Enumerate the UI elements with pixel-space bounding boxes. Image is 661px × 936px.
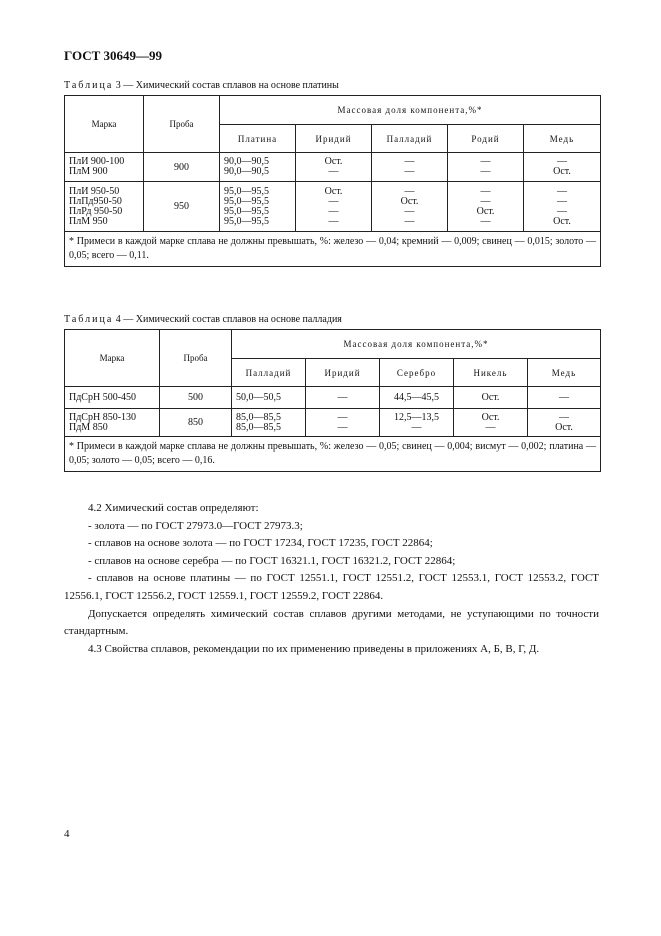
value-cell [306, 409, 380, 437]
value-cell [296, 153, 372, 182]
value-line: — [404, 185, 415, 197]
col-header-2: Иридий [306, 359, 380, 387]
value-line: — [337, 391, 348, 403]
body-paragraph: - сплавов на основе золота — по ГОСТ 17234, ГОСТ 17235, ГОСТ 22864; [88, 537, 433, 550]
value-line: — [328, 195, 339, 207]
value-cell [524, 153, 601, 182]
value-line: — [485, 421, 496, 433]
value-line: — [559, 411, 570, 423]
col-header-group: Массовая доля компонента,%* [220, 96, 601, 125]
value-line: 95,0—95,5 [224, 205, 269, 217]
body-text [64, 500, 599, 658]
value-line: — [328, 205, 339, 217]
value-line: — [557, 195, 568, 207]
value-line: Ост. [481, 411, 500, 423]
col-header-4: Родий [448, 125, 524, 153]
table3-caption-text: 3 — Химический состав сплавов на основе платины [113, 80, 339, 91]
value-cell [372, 182, 448, 232]
value-cell [454, 387, 528, 409]
value-cell [448, 153, 524, 182]
col-header-2: Иридий [296, 125, 372, 153]
marka-cell [65, 182, 144, 232]
table-row [65, 153, 601, 182]
value-line: — [480, 166, 491, 177]
value-line: Ост. [400, 195, 419, 207]
value-cell [380, 409, 454, 437]
col-header-5: Медь [524, 125, 601, 153]
value-line: 90,0—90,5 [224, 156, 269, 167]
marka-line: ПлПд950-50 [69, 195, 122, 207]
value-line: — [404, 205, 415, 217]
table3-caption [64, 80, 339, 91]
value-line: — [404, 156, 415, 167]
table-row [65, 409, 601, 437]
col-header-1: Палладий [232, 359, 306, 387]
value-line: Ост. [476, 205, 495, 217]
value-cell [524, 182, 601, 232]
value-cell [448, 182, 524, 232]
value-line: Ост. [553, 166, 571, 177]
document-header: ГОСТ 30649—99 [64, 48, 163, 63]
marka-cell [65, 409, 160, 437]
value-line: Ост. [481, 391, 500, 403]
value-line: Ост. [553, 215, 571, 227]
table4-caption-prefix: Таблица [64, 314, 114, 325]
table-row [65, 182, 601, 232]
proba-cell: 500 [160, 387, 232, 409]
body-paragraph: 4.2 Химический состав определяют: [88, 502, 259, 514]
value-line: — [480, 156, 491, 167]
value-line: — [480, 215, 491, 227]
value-line: 90,0—90,5 [224, 166, 269, 177]
value-line: 95,0—95,5 [224, 195, 269, 207]
value-line: — [480, 185, 491, 197]
proba-cell: 950 [144, 182, 220, 232]
body-paragraph: - сплавов на основе серебра — по ГОСТ 16321.1, ГОСТ 16321.2, ГОСТ 22864; [88, 554, 456, 567]
table4-caption [64, 314, 342, 325]
table-row [65, 387, 601, 409]
value-cell [232, 409, 306, 437]
col-header-group: Массовая доля компонента,%* [232, 330, 601, 359]
value-line: — [411, 421, 422, 433]
value-line: — [337, 421, 348, 433]
table-note: * Примеси в каждой марке сплава не должны превышать, %: железо — 0,05; свинец — 0,004; висмут — 0,002; платина — 0,05; золото — 0,05; всего — 0,16. [65, 437, 601, 472]
col-header-proba: Проба [160, 330, 232, 387]
body-paragraph: Допускается определять химический состав сплавов другими методами, не уступающими по точности стандартным. [64, 607, 599, 638]
value-line: 12,5—13,5 [394, 411, 439, 423]
table4-caption-text: 4 — Химический состав сплавов на основе палладия [113, 314, 342, 325]
value-line: 44,5—45,5 [394, 391, 439, 403]
value-cell [372, 153, 448, 182]
value-line: Ост. [324, 156, 343, 167]
col-header-3: Палладий [372, 125, 448, 153]
marka-line: ПдМ 850 [69, 421, 108, 433]
value-line: — [557, 205, 568, 217]
table4 [64, 329, 601, 472]
value-line: Ост. [324, 185, 343, 197]
marka-cell [65, 387, 160, 409]
page-number: 4 [64, 828, 70, 840]
value-line: 85,0—85,5 [236, 421, 281, 433]
value-line: 50,0—50,5 [236, 391, 281, 403]
marka-line: ПлИ 950-50 [69, 185, 120, 197]
col-header-5: Медь [528, 359, 601, 387]
value-line: — [337, 411, 348, 423]
marka-line: ПдСрН 500-450 [69, 391, 137, 403]
marka-line: ПлИ 900-100 [69, 156, 125, 167]
marka-cell [65, 153, 144, 182]
value-line: — [557, 185, 568, 197]
col-header-marka: Марка [65, 330, 160, 387]
col-header-proba: Проба [144, 96, 220, 153]
value-line: — [480, 195, 491, 207]
value-cell [528, 409, 601, 437]
value-line: — [557, 156, 568, 167]
value-cell [528, 387, 601, 409]
col-header-marka: Марка [65, 96, 144, 153]
marka-line: ПлМ 950 [69, 215, 108, 227]
marka-line: ПлРд 950-50 [69, 205, 123, 217]
value-line: — [404, 215, 415, 227]
col-header-4: Никель [454, 359, 528, 387]
note-row [65, 232, 601, 267]
proba-cell: 900 [144, 153, 220, 182]
value-cell [296, 182, 372, 232]
body-paragraph: - золота — по ГОСТ 27973.0—ГОСТ 27973.3; [88, 519, 303, 532]
value-cell [306, 387, 380, 409]
col-header-3: Серебро [380, 359, 454, 387]
body-paragraph: - сплавов на основе платины — по ГОСТ 12551.1, ГОСТ 12551.2, ГОСТ 12553.1, ГОСТ 12553.2, ГОСТ 12556.1, ГОСТ 12556.2, ГОСТ 12559.1, ГОСТ 12559.2, ГОСТ 22864. [64, 572, 599, 602]
col-header-1: Платина [220, 125, 296, 153]
value-cell [220, 153, 296, 182]
marka-line: ПлМ 900 [69, 166, 108, 177]
value-cell [220, 182, 296, 232]
note-row [65, 437, 601, 472]
value-line: Ост. [555, 421, 573, 433]
value-cell [232, 387, 306, 409]
value-cell [454, 409, 528, 437]
value-line: — [404, 166, 415, 177]
proba-cell: 850 [160, 409, 232, 437]
value-cell [380, 387, 454, 409]
value-line: 95,0—95,5 [224, 185, 269, 197]
value-line: — [559, 391, 570, 403]
table3-caption-prefix: Таблица [64, 80, 114, 91]
table-note: * Примеси в каждой марке сплава не должны превышать, %: железо — 0,04; кремний — 0,009; свинец — 0,015; золото — 0,05; всего — 0,11. [65, 232, 601, 267]
table3 [64, 95, 601, 267]
value-line: — [328, 215, 339, 227]
value-line: 85,0—85,5 [236, 411, 281, 423]
value-line: — [328, 166, 339, 177]
marka-line: ПдСрН 850-130 [69, 411, 137, 423]
value-line: 95,0—95,5 [224, 215, 269, 227]
body-paragraph: 4.3 Свойства сплавов, рекомендации по их применению приведены в приложениях А, Б, В, Г, Д. [88, 642, 540, 655]
